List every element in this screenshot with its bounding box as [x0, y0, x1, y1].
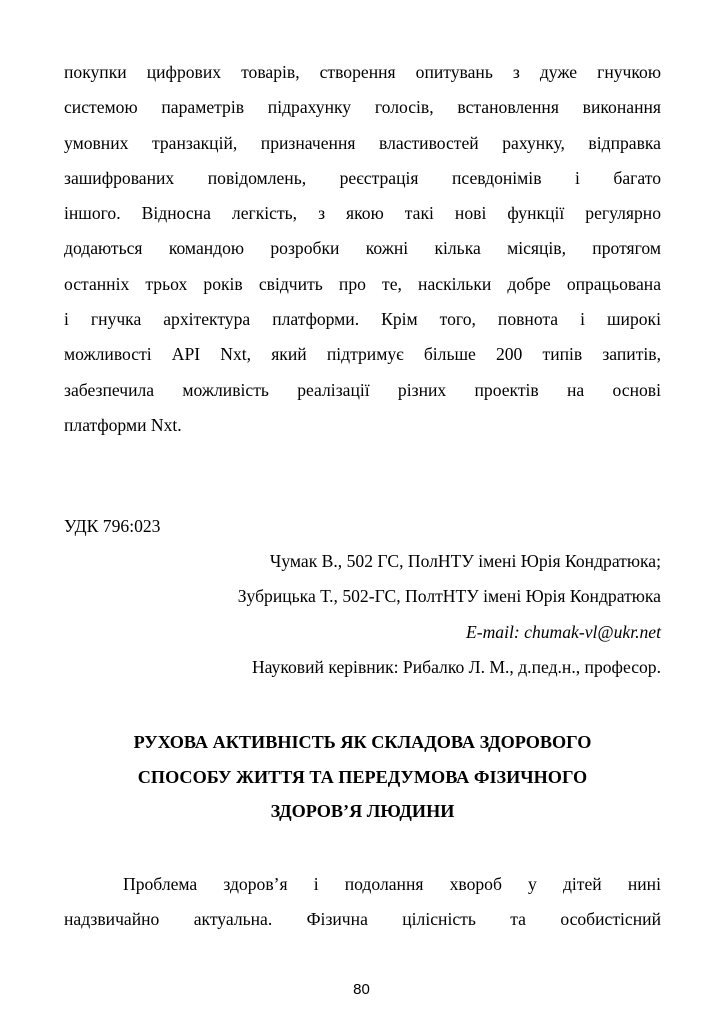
title-line: ЗДОРОВ’Я ЛЮДИНИ — [270, 801, 455, 821]
scientific-supervisor: Науковий керівник: Рибалко Л. М., д.пед.н., професор. — [251, 656, 661, 677]
paragraph-line: іншого. Відносна легкість, з якою такі нові функції регулярно — [64, 203, 661, 224]
paragraph-line: Проблема здоров’я і подолання хвороб у дітей нині — [123, 874, 661, 894]
paragraph-line: і гнучка архітектура платформи. Крім того, повнота і широкі — [64, 309, 661, 330]
paragraph-line: системою параметрів підрахунку голосів, встановлення виконання — [64, 97, 661, 118]
article-title — [64, 730, 661, 834]
paragraph-line: платформи Nxt. — [64, 414, 182, 435]
paragraph-line: забезпечила можливість реалізації різних проектів на основі — [64, 379, 661, 400]
paragraph-line: останніх трьох років свідчить про те, наскільки добре опрацьована — [64, 273, 661, 294]
title-line: СПОСОБУ ЖИТТЯ ТА ПЕРЕДУМОВА ФІЗИЧНОГО — [137, 766, 588, 787]
author-block — [64, 549, 661, 690]
paragraph-line: додаються командою розробки кожні кілька місяців, протягом — [64, 238, 661, 259]
page-number: 80 — [353, 981, 370, 998]
title-line: РУХОВА АКТИВНІСТЬ ЯК СКЛАДОВА ЗДОРОВОГО — [133, 732, 592, 752]
author-email: E-mail: chumak-vl@ukr.net — [466, 621, 661, 642]
paragraph-line: умовних транзакцій, призначення властивостей рахунку, відправка — [64, 132, 661, 153]
author-1: Чумак В., 502 ГС, ПолНТУ імені Юрія Кондратюка; — [269, 551, 661, 571]
paragraph-line: можливості API Nxt, який підтримує більше 200 типів запитів, — [64, 344, 661, 365]
paragraph-line: покупки цифрових товарів, створення опитувань з дуже гнучкою — [64, 62, 661, 82]
paragraph-line: надзвичайно актуальна. Фізична цілісність та особистісний — [64, 909, 661, 930]
paragraph-line: зашифрованих повідомлень, реєстрація псевдонімів і багато — [64, 167, 661, 188]
paragraph-2 — [64, 872, 661, 943]
paragraph-1 — [64, 60, 661, 448]
udk-code: УДК 796:023 — [64, 516, 161, 536]
author-2: Зубрицька Т., 502-ГС, ПолтНТУ імені Юрія Кондратюка — [237, 586, 661, 607]
